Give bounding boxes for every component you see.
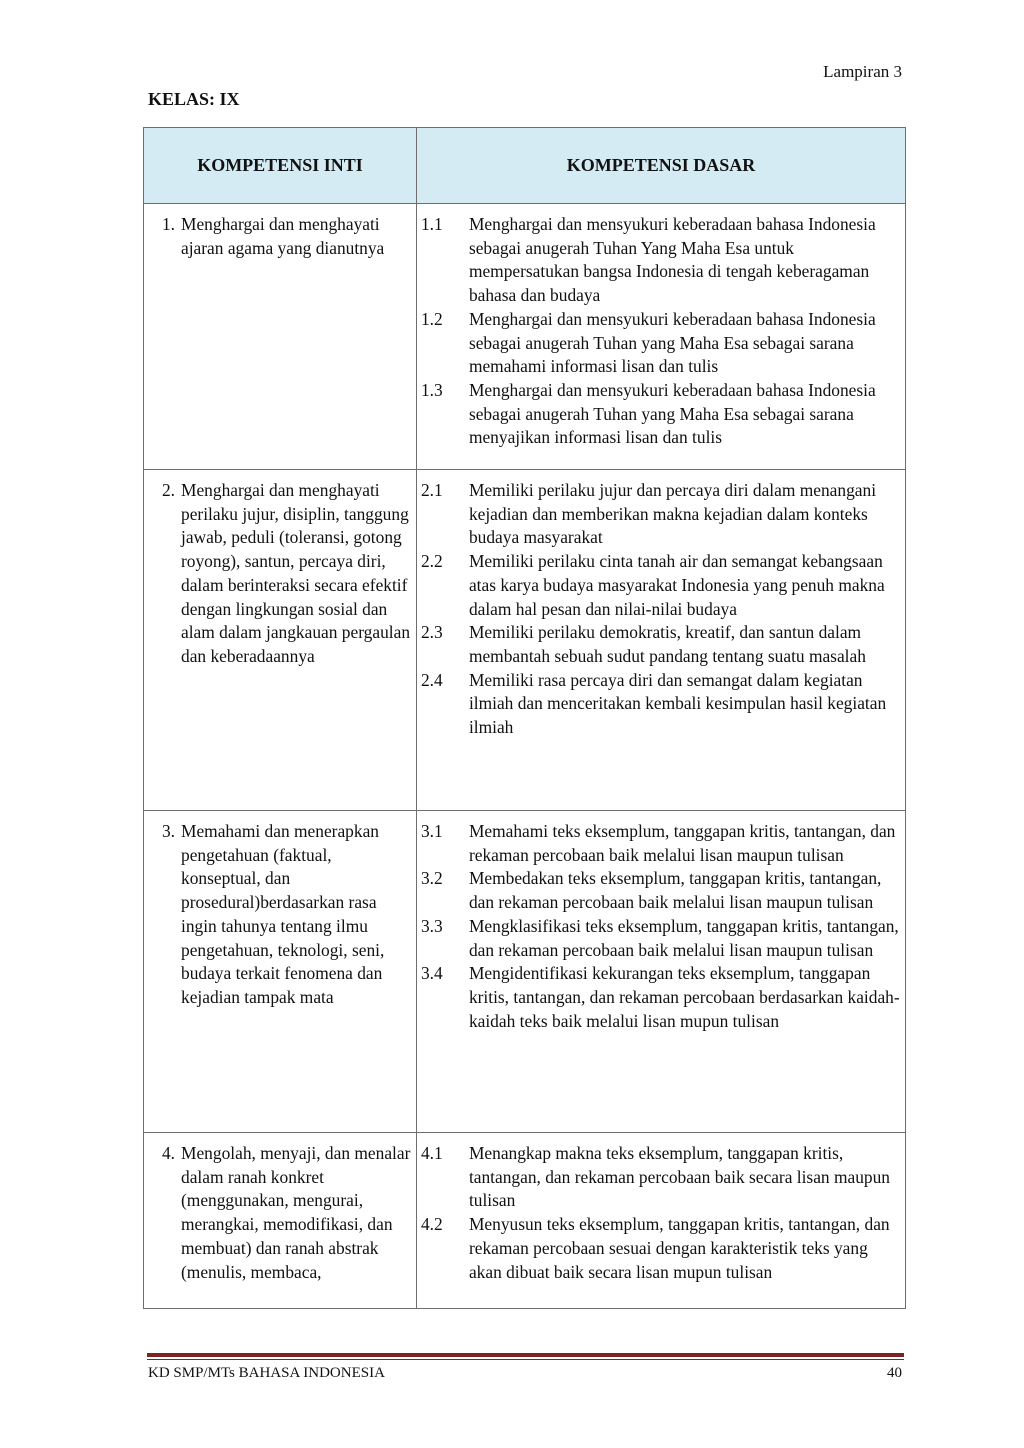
kd-cell	[416, 811, 905, 1133]
ki-text: Mengolah, menyaji, dan menalar dalam ranah konkret (menggunakan, mengurai, merangkai, memodifikasi, dan membuat) dan ranah abstrak (menulis, membaca,	[181, 1143, 411, 1282]
table-row	[144, 811, 906, 1133]
table-row	[144, 1133, 906, 1309]
kelas-heading: KELAS: IX	[148, 89, 240, 109]
kd-number: 3.4	[420, 963, 443, 984]
kd-number: 4.2	[420, 1214, 443, 1235]
ki-text: Menghargai dan menghayati perilaku jujur, disiplin, tanggung jawab, peduli (toleransi, gotong royong), santun, percaya diri, dalam berinteraksi secara efektif dengan lingkungan sosial dan alam dalam jangkauan pergaulan dan keberadaannya	[181, 480, 411, 666]
kd-item	[421, 213, 903, 308]
kd-text: Menyusun teks eksemplum, tanggapan kritis, tantangan, dan rekaman percobaan sesuai dengan karakteristik teks yang akan dibuat baik secara lisan mupun tulisan	[468, 1214, 890, 1282]
kd-cell	[416, 1133, 905, 1309]
kd-item	[421, 550, 903, 621]
ki-cell	[144, 811, 417, 1133]
kd-text: Menghargai dan mensyukuri keberadaan bahasa Indonesia sebagai anugerah Tuhan Yang Maha Esa untuk mempersatukan bangsa Indonesia di tengah keberagaman bahasa dan budaya	[468, 214, 876, 306]
kd-number: 4.1	[420, 1143, 443, 1163]
kd-text: Mengidentifikasi kekurangan teks eksemplum, tanggapan kritis, tantangan, dan rekaman percobaan berdasarkan kaidah-kaidah teks baik melalui lisan mupun tulisan	[468, 963, 900, 1031]
kd-number: 1.2	[420, 308, 443, 329]
kd-text: Memiliki rasa percaya diri dan semangat dalam kegiatan ilmiah dan menceritakan kembali kesimpulan hasil kegiatan ilmiah	[468, 669, 887, 738]
ki-number: 1.	[161, 214, 175, 234]
kd-item	[421, 669, 903, 740]
kd-cell	[416, 470, 905, 811]
kd-item	[421, 820, 903, 867]
competency-table	[143, 127, 906, 1309]
kd-number: 1.3	[420, 379, 443, 400]
table-row	[144, 470, 906, 811]
footer-rule-thick	[147, 1353, 904, 1357]
kd-number: 2.4	[420, 669, 443, 690]
kd-number: 2.2	[420, 551, 443, 572]
kd-text: Menghargai dan mensyukuri keberadaan bahasa Indonesia sebagai anugerah Tuhan yang Maha Esa sebagai sarana memahami informasi lisan dan tulis	[468, 308, 876, 377]
kd-text: Memiliki perilaku demokratis, kreatif, dan santun dalam membantah sebuah sudut pandang tentang suatu masalah	[468, 622, 866, 666]
header-kompetensi-dasar: KOMPETENSI DASAR	[416, 128, 905, 204]
kd-text: Membedakan teks eksemplum, tanggapan kritis, tantangan, dan rekaman percobaan baik melalui lisan maupun tulisan	[468, 868, 882, 913]
lampiran-label: Lampiran 3	[823, 62, 902, 81]
ki-text: Menghargai dan menghayati ajaran agama yang dianutnya	[181, 214, 385, 258]
kd-number: 1.1	[420, 214, 443, 234]
kd-text: Memiliki perilaku jujur dan percaya diri dalam menangani kejadian dan memberikan makna kejadian dalam konteks budaya masyarakat	[468, 480, 877, 548]
kd-item	[421, 1213, 903, 1284]
kd-text: Memiliki perilaku cinta tanah air dan semangat kebangsaan atas karya budaya masyarakat Indonesia yang penuh makna dalam hal pesan dan nilai-nilai budaya	[468, 551, 885, 619]
header-kompetensi-inti: KOMPETENSI INTI	[144, 128, 417, 204]
kd-text: Menangkap makna teks eksemplum, tanggapan kritis, tantangan, dan rekaman percobaan baik secara lisan maupun tulisan	[468, 1143, 890, 1211]
kd-text: Memahami teks eksemplum, tanggapan kritis, tantangan, dan rekaman percobaan baik melalui lisan maupun tulisan	[468, 821, 896, 865]
kd-text: Menghargai dan mensyukuri keberadaan bahasa Indonesia sebagai anugerah Tuhan yang Maha Esa sebagai sarana menyajikan informasi lisan dan tulis	[468, 379, 876, 448]
ki-number: 2.	[161, 480, 175, 500]
ki-text: Memahami dan menerapkan pengetahuan (faktual, konseptual, dan prosedural)berdasarkan rasa ingin tahunya tentang ilmu pengetahuan, teknologi, seni, budaya terkait fenomena dan kejadian tampak mata	[181, 821, 385, 1007]
kd-item	[421, 962, 903, 1033]
table-row	[144, 204, 906, 470]
kd-item	[421, 479, 903, 550]
footer-rule-thin	[147, 1359, 904, 1360]
kd-number: 2.1	[420, 480, 443, 500]
kd-cell	[416, 204, 905, 470]
ki-cell	[144, 1133, 417, 1309]
kd-item	[421, 915, 903, 962]
kd-item	[421, 308, 903, 379]
kd-number: 3.3	[420, 915, 443, 936]
kd-number: 2.3	[420, 622, 443, 643]
kd-text: Mengklasifikasi teks eksemplum, tanggapan kritis, tantangan, dan rekaman percobaan baik melalui lisan maupun tulisan	[468, 915, 899, 960]
footer-title: KD SMP/MTs BAHASA INDONESIA	[148, 1365, 385, 1381]
ki-number: 4.	[161, 1143, 175, 1163]
ki-cell	[144, 204, 417, 470]
kd-item	[421, 621, 903, 668]
ki-cell	[144, 470, 417, 811]
kd-number: 3.1	[420, 821, 443, 841]
kd-number: 3.2	[420, 868, 443, 889]
page-number: 40	[887, 1365, 902, 1381]
kd-item	[421, 379, 903, 450]
kd-item	[421, 1142, 903, 1213]
kd-item	[421, 867, 903, 914]
ki-number: 3.	[161, 821, 175, 841]
